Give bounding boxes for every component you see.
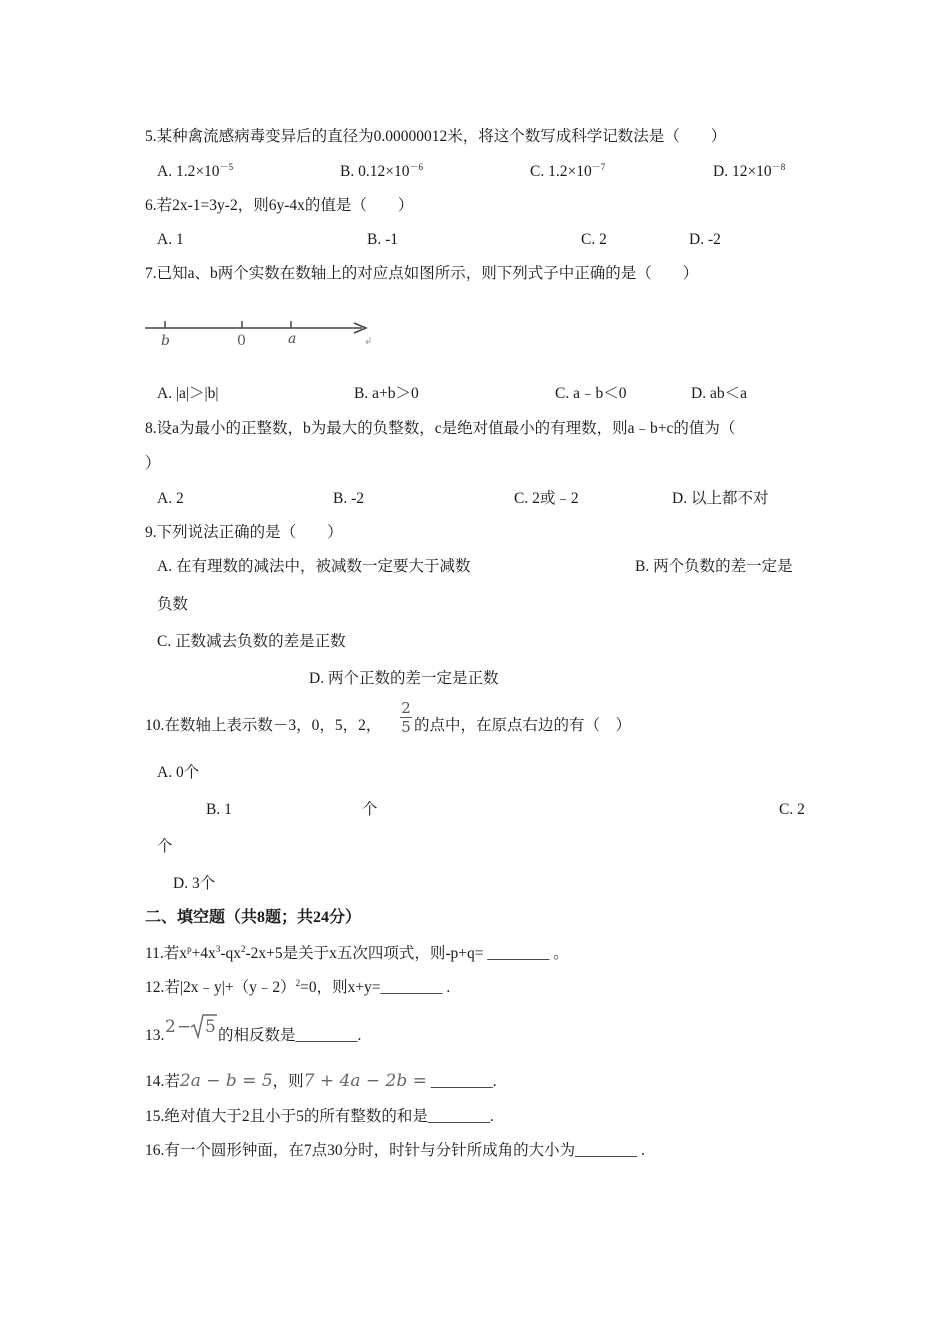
q8-option-d: D. 以上都不对 — [672, 490, 769, 507]
q8-option-c: C. 2或﹣2 — [514, 490, 579, 507]
math-five: 5 — [205, 1017, 216, 1037]
q8-stem-end: ） — [145, 455, 161, 472]
q9-option-d: D. 两个正数的差一定是正数 — [309, 670, 499, 687]
math-eq-7-plus-4a-minus-2b: 7 + 4a − 2b = — [303, 1071, 427, 1091]
q10-option-b: B. 1 — [206, 801, 232, 818]
math-minus: − — [177, 1017, 192, 1037]
q10-stem: 10.在数轴上表示数－3，0，5，2， — [145, 717, 382, 734]
q7-option-b: B. a+b＞0 — [354, 385, 419, 402]
q7-option-d: D. ab＜a — [691, 385, 747, 402]
fraction-two-fifths — [399, 700, 413, 735]
return-mark-icon — [366, 337, 370, 344]
q5-stem: 5.某种禽流感病毒变异后的直径为0.00000012米，将这个数写成科学记数法是（ ） — [145, 128, 727, 145]
number-line-figure — [140, 315, 380, 351]
axis-label-zero: 0 — [237, 333, 246, 349]
q8-option-b: B. -2 — [333, 490, 364, 507]
fraction-denominator: 5 — [401, 718, 411, 736]
axis-label-b: b — [161, 333, 170, 349]
q6-stem: 6.若2x-1=3y-2，则6y-4x的值是（ ） — [145, 197, 414, 214]
q7-option-c: C. a﹣b＜0 — [555, 385, 627, 402]
q5-option-c: C. $1.2\times 10^{-7}$ — [530, 162, 606, 180]
q9-stem: 9.下列说法正确的是（ ） — [145, 524, 343, 541]
q11-text: 11.若$x^p+4x^3-qx^2-2x+5$是关于x五次四项式，则-p+q= ________ 。 — [145, 944, 569, 962]
q14-text: 14.若2a − b = 5，则7 + 4a − 2b = ________. — [145, 1071, 497, 1091]
fraction-numerator: 2 — [401, 699, 411, 717]
q7-stem: 7.已知a、b两个实数在数轴上的对应点如图所示，则下列式子中正确的是（ ） — [145, 265, 699, 282]
q10-stem-after: 的点中，在原点右边的有（ ） — [414, 717, 632, 734]
q15-text: 15.绝对值大于2且小于5的所有整数的和是________. — [145, 1108, 494, 1125]
math-two-minus-root-five — [165, 1013, 219, 1041]
q13-tail: 的相反数是________. — [218, 1027, 362, 1044]
q9-option-b-continued: 负数 — [157, 596, 189, 613]
q10-option-c: C. 2 — [779, 801, 805, 818]
q12-text: 12.若|2x﹣y|+（y﹣2）$^2$=0，则x+y=________ . — [145, 978, 451, 996]
q6-option-b: B. -1 — [367, 231, 398, 248]
q5-option-d: D. $12\times 10^{-8}$ — [713, 162, 786, 180]
section-2-title: 二、填空题（共8题；共24分） — [145, 909, 362, 926]
q5-option-a: A. $1.2\times 10^{-5}$ — [157, 162, 234, 180]
q16-text: 16.有一个圆形钟面，在7点30分时，时针与分针所成角的大小为________ . — [145, 1142, 645, 1159]
axis-label-a: a — [288, 331, 297, 347]
math-two: 2 — [165, 1017, 176, 1037]
q5-option-b: B. $0.12\times 10^{-6}$ — [340, 162, 423, 180]
q8-stem: 8.设a为最小的正整数，b为最大的负整数，c是绝对值最小的有理数，则a﹣b+c的值为（ — [145, 420, 736, 437]
q10-option-c-unit: 个 — [157, 838, 173, 855]
q6-option-d: D. -2 — [689, 231, 721, 248]
q6-option-c: C. 2 — [581, 231, 607, 248]
q10-option-d: D. 3个 — [173, 875, 216, 892]
q8-option-a: A. 2 — [157, 490, 184, 507]
q9-option-a: A. 在有理数的减法中，被减数一定要大于减数 — [157, 558, 471, 575]
q13-number: 13. — [145, 1027, 165, 1044]
math-eq-2a-minus-b: 2a − b = 5 — [179, 1071, 273, 1091]
q9-option-b: B. 两个负数的差一定是 — [635, 558, 793, 575]
q7-option-a: A. |a|＞|b| — [157, 385, 219, 402]
q9-option-c: C. 正数减去负数的差是正数 — [157, 633, 346, 650]
q10-option-a: A. 0个 — [157, 764, 200, 781]
q6-option-a: A. 1 — [157, 231, 184, 248]
q10-option-b-unit: 个 — [362, 801, 378, 818]
